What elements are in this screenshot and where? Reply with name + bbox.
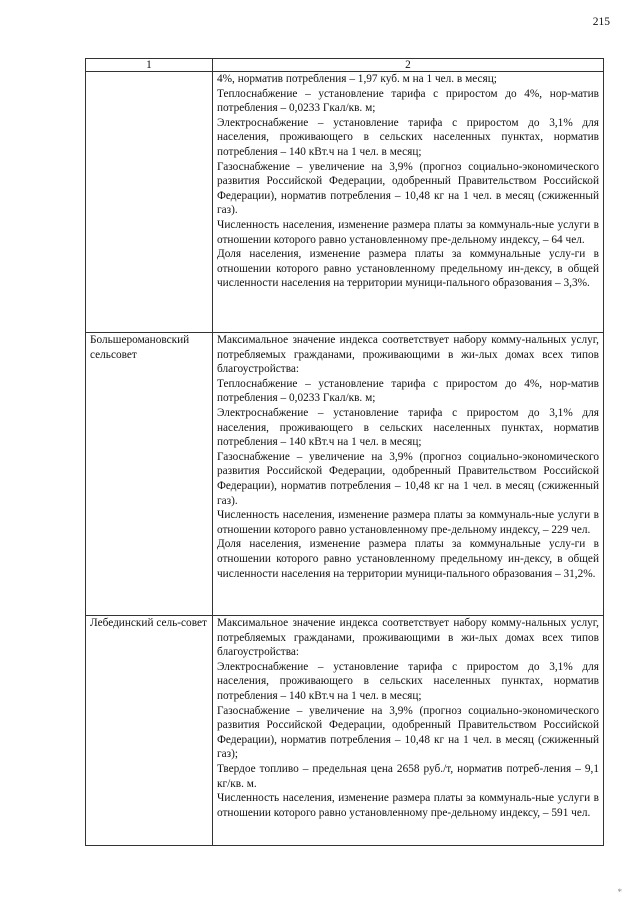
- municipality-name: Лебединский сель-совет: [86, 616, 213, 846]
- column-header-2: 2: [213, 59, 604, 72]
- table-header-row: [86, 59, 604, 72]
- table-row: [86, 616, 604, 846]
- table-row: [86, 72, 604, 333]
- description-paragraph: Максимальное значение индекса соответствует набору комму-нальных услуг, потребляемых гражданами, проживающими в жи-лых домах всех типов благоустройства:: [217, 334, 599, 376]
- description-paragraph: Численность населения, изменение размера платы за коммуналь-ные услуги в отношении которого равно установленному пре-дельному индексу, – 591 чел.: [217, 792, 599, 819]
- description-paragraph: Теплоснабжение – установление тарифа с приростом до 4%, нор-матив потребления – 0,0233 Гкал/кв. м;: [217, 87, 599, 115]
- municipality-description: [213, 72, 604, 333]
- table-row: [86, 333, 604, 616]
- municipality-name: [86, 72, 213, 333]
- tariff-table: [85, 58, 604, 846]
- description-paragraph: Электроснабжение – установление тарифа с приростом до 3,1% для населения, проживающего в сельских населенных пунктах, норматив потребления – 140 кВт.ч на 1 чел. в месяц;: [217, 116, 599, 158]
- description-paragraph: Численность населения, изменение размера платы за коммуналь-ные услуги в отношении которого равно установленному пре-дельному индексу, – 229 чел.: [217, 509, 599, 536]
- description-paragraph: Твердое топливо – предельная цена 2658 руб./т, норматив потреб-ления – 9,1 кг/кв. м.: [217, 762, 599, 790]
- page-number: 215: [592, 16, 610, 28]
- municipality-description: [213, 616, 604, 846]
- description-paragraph: Максимальное значение индекса соответствует набору комму-нальных услуг, потребляемых гражданами, проживающими в жи-лых домах всех типов благоустройства:: [217, 617, 599, 659]
- description-paragraph: Газоснабжение – увеличение на 3,9% (прогноз социально-экономического развития Российской Федерации, одобренный Правительством Российской Федерации), норматив потребления – 10,48 кг на 1 чел. в месяц (сжиженный газ).: [217, 160, 599, 217]
- description-paragraph: Газоснабжение – увеличение на 3,9% (прогноз социально-экономического развития Российской Федерации, одобренный Правительством Российской Федерации), норматив потребления – 10,48 кг на 1 чел. в месяц (сжиженный газ).: [217, 450, 599, 507]
- footer-mark: *: [617, 887, 622, 897]
- description-paragraph: 4%, норматив потребления – 1,97 куб. м на 1 чел. в месяц;: [217, 73, 497, 85]
- description-paragraph: Электроснабжение – установление тарифа с приростом до 3,1% для населения, проживающего в сельских населенных пунктах, норматив потребления – 140 кВт.ч на 1 чел. в месяц;: [217, 406, 599, 449]
- description-paragraph: Доля населения, изменение размера платы за коммунальные услу-ги в отношении которого равно установленному предельному ин-дексу, в общей численности населения на территории муници-пального образования – 31,2%.: [217, 538, 599, 580]
- description-paragraph: Численность населения, изменение размера платы за коммуналь-ные услуги в отношении которого равно установленному пре-дельному индексу, – 64 чел.: [217, 218, 599, 246]
- column-header-1: 1: [86, 59, 213, 72]
- description-paragraph: Теплоснабжение – установление тарифа с приростом до 4%, нор-матив потребления – 0,0233 Гкал/кв. м;: [217, 377, 599, 405]
- description-paragraph: Доля населения, изменение размера платы за коммунальные услу-ги в отношении которого равно установленному предельному ин-дексу, в общей численности населения на территории муници-пального образования – 3,3%.: [217, 248, 599, 290]
- description-paragraph: Электроснабжение – установление тарифа с приростом до 3,1% для населения, проживающего в сельских населенных пунктах, норматив потребления – 140 кВт.ч на 1 чел. в месяц;: [217, 660, 599, 702]
- municipality-name: Большеромановский сельсовет: [86, 333, 213, 616]
- municipality-description: [213, 333, 604, 616]
- description-paragraph: Газоснабжение – увеличение на 3,9% (прогноз социально-экономического развития Российской Федерации, одобренный Правительством Российской Федерации), норматив потребления – 10,48 кг на 1 чел. в месяц (сжиженный газ);: [217, 704, 599, 761]
